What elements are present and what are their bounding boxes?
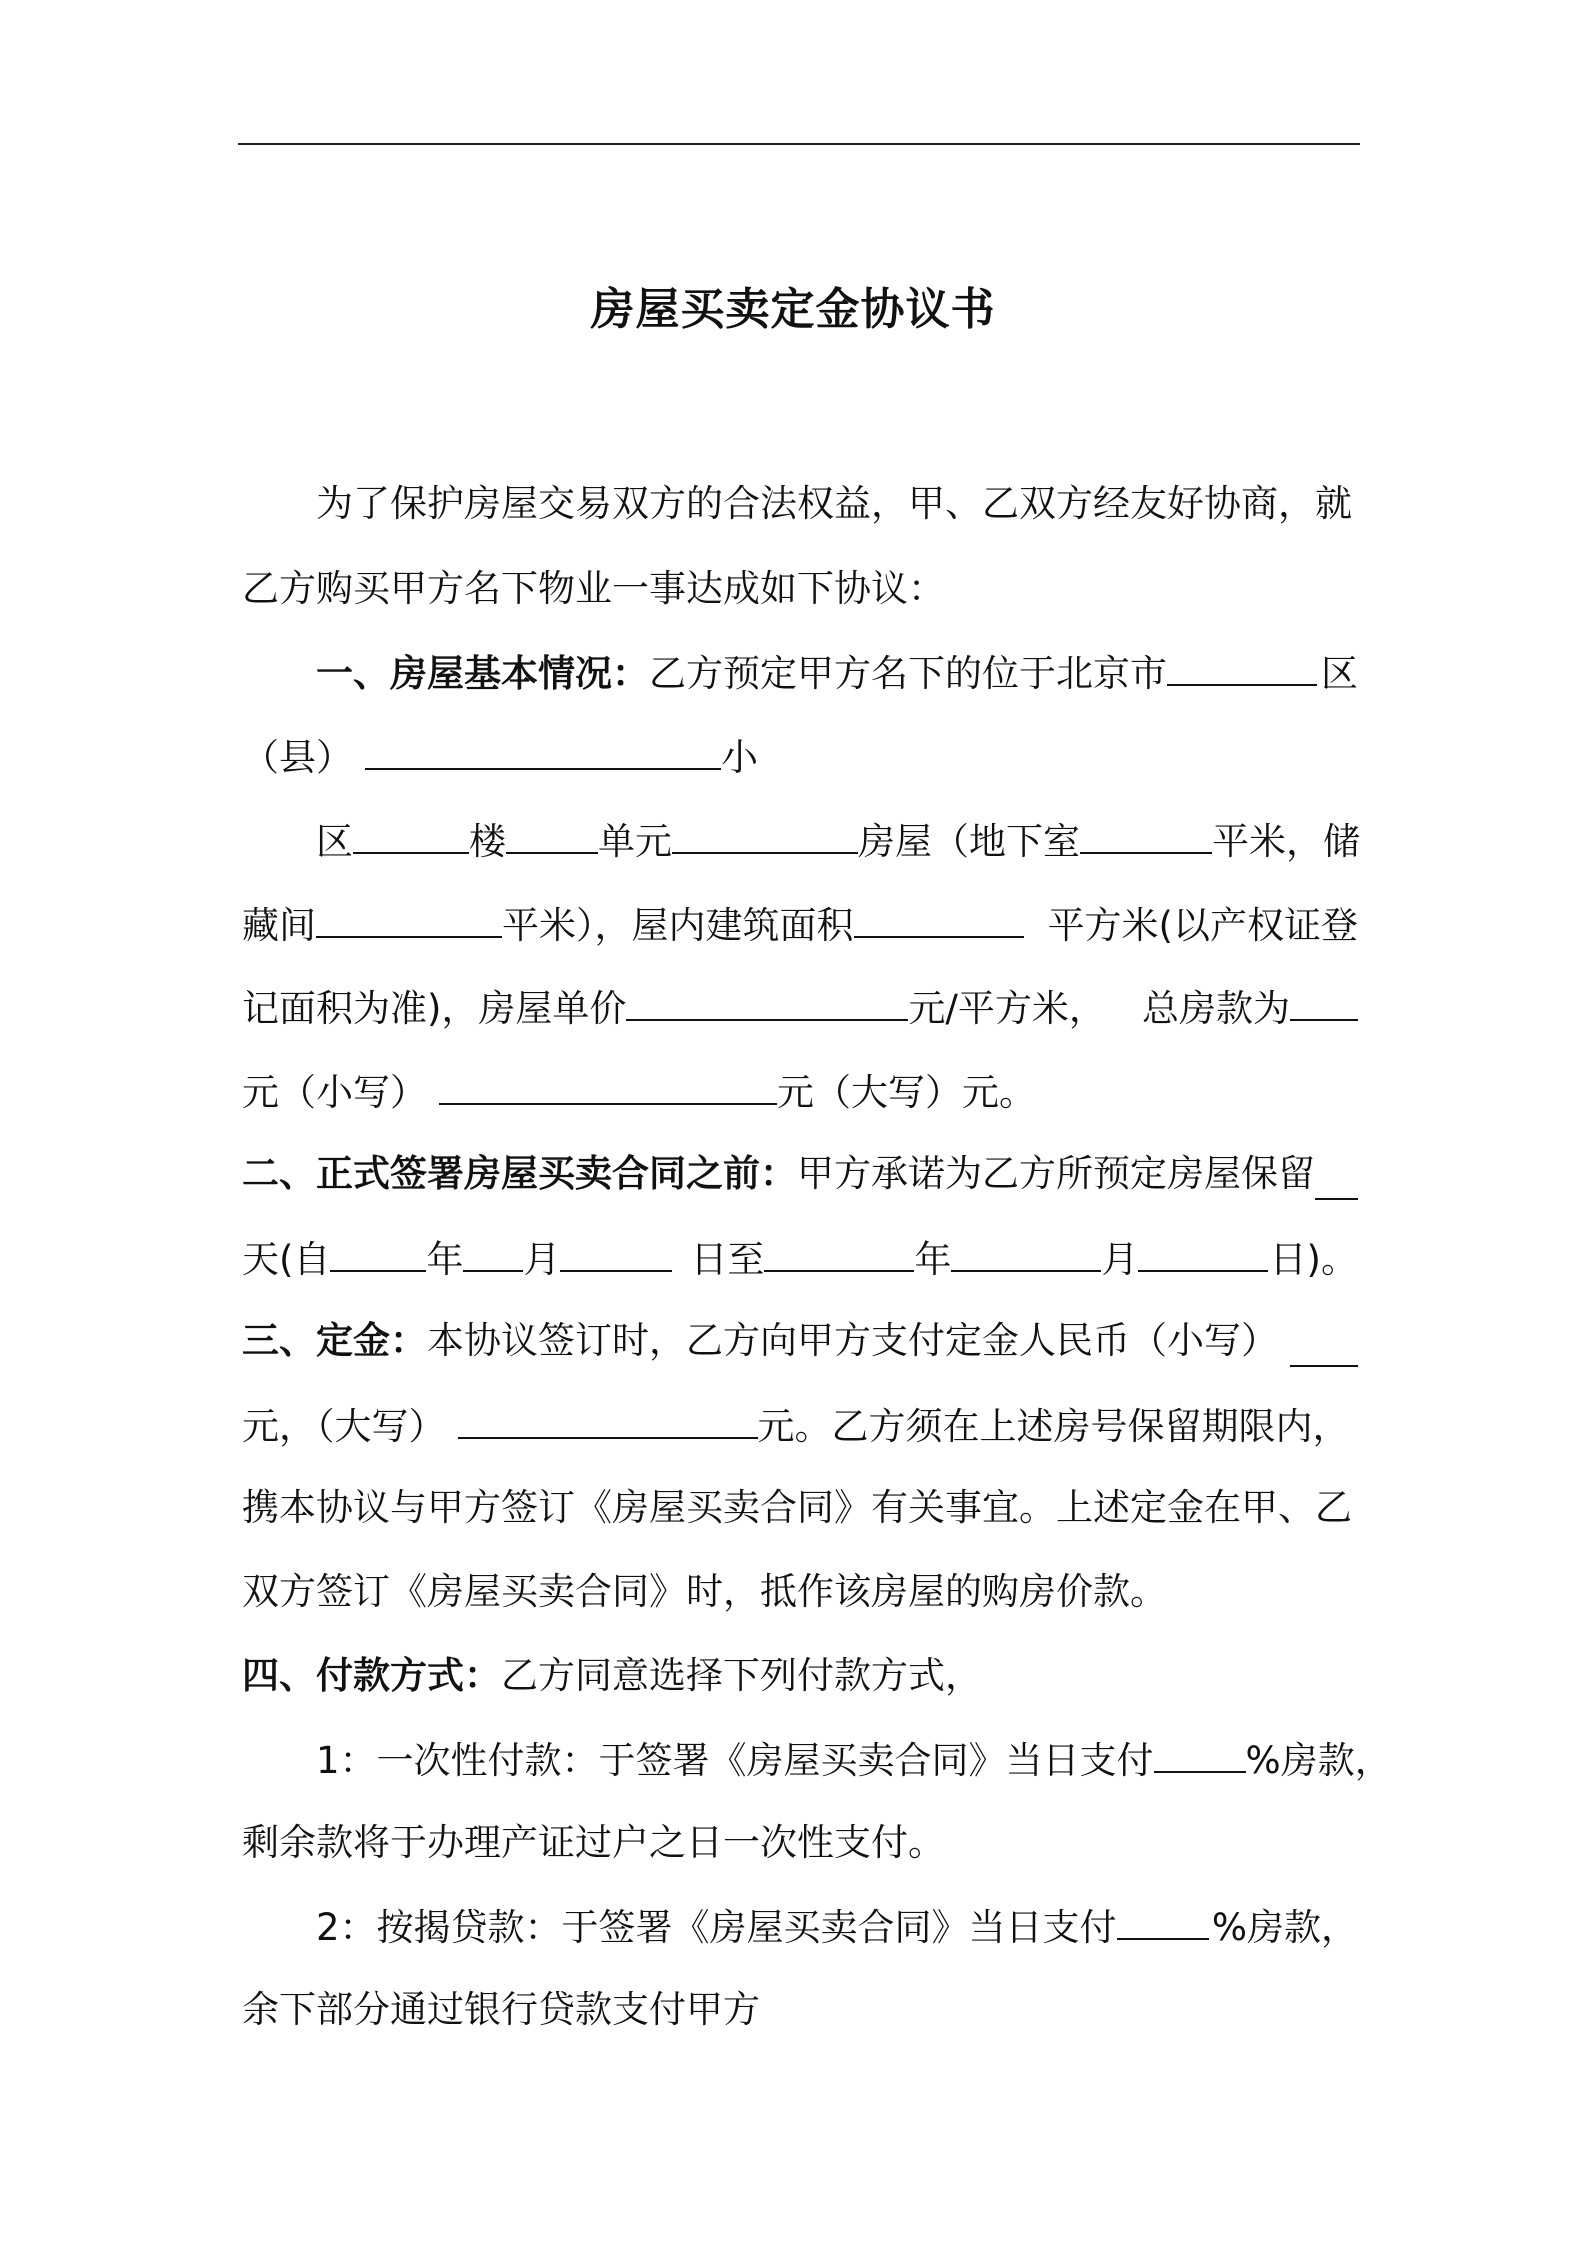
from-month-label: 月 (523, 1238, 561, 1281)
unit-blank[interactable] (506, 814, 598, 854)
district-blank[interactable] (1167, 646, 1317, 686)
s4-text: 乙方同意选择下列付款方式， (501, 1654, 982, 1697)
deposit-upper-label: 元，（大写） (242, 1405, 446, 1448)
option-1-percent-label: %房款， (1245, 1739, 1392, 1782)
s4-option-1-line-1 (242, 1733, 1392, 1787)
preamble-line-2 (242, 563, 1358, 615)
s1-line-1 (242, 646, 1358, 700)
unit-price-blank[interactable] (626, 981, 908, 1021)
basement-label: 房屋（地下室 (858, 820, 1080, 863)
room-blank[interactable] (672, 814, 858, 854)
to-month-label: 月 (1101, 1238, 1139, 1281)
to-month-blank[interactable] (951, 1232, 1101, 1272)
building-area-label: 平米），屋内建筑面积 (502, 904, 854, 947)
option-1-remainder: 剩余款将于办理产证过户之日一次性支付。 (242, 1821, 945, 1864)
from-year-label: 年 (426, 1238, 464, 1281)
deposit-lower-blank[interactable] (1290, 1327, 1358, 1367)
s2-heading: 二、正式签署房屋买卖合同之前： (242, 1152, 797, 1195)
basement-area-blank[interactable] (1080, 814, 1212, 854)
total-upper-label: 元（大写）元。 (777, 1071, 1036, 1114)
option-1-text: 1：一次性付款：于签署《房屋买卖合同》当日支付 (316, 1739, 1154, 1782)
option-2-remainder: 余下部分通过银行贷款支付甲方 (242, 1988, 760, 2031)
option-2-percent-blank[interactable] (1117, 1900, 1209, 1940)
s1-line-3 (242, 814, 1358, 868)
to-day-blank[interactable] (1138, 1232, 1268, 1272)
option-2-percent-label: %房款， (1211, 1906, 1358, 1949)
s3-line-4 (242, 1566, 1358, 1618)
s2-line-2 (242, 1232, 1358, 1286)
s3-line-2 (242, 1399, 1358, 1453)
option-1-percent-blank[interactable] (1154, 1733, 1246, 1773)
building-blank[interactable] (353, 814, 469, 854)
s4-heading: 四、付款方式： (242, 1654, 501, 1697)
s3-text-4: 双方签订《房屋买卖合同》时，抵作该房屋的购房价款。 (242, 1570, 1167, 1613)
s1-line-6 (242, 1065, 1358, 1119)
building-area-unit: 平方米(以产权证登 (1047, 904, 1358, 947)
s1-text: 乙方预定甲方名下的位于北京市 (649, 652, 1167, 695)
total-lower-label: 元（小写） (242, 1071, 427, 1114)
s4-option-1-line-2 (242, 1817, 1358, 1869)
header-rule (238, 143, 1360, 145)
s1-heading: 一、房屋基本情况： (316, 652, 649, 695)
to-year-blank[interactable] (764, 1232, 914, 1272)
from-month-blank[interactable] (463, 1232, 523, 1272)
option-2-text: 2：按揭贷款：于签署《房屋买卖合同》当日支付 (316, 1906, 1117, 1949)
deposit-terms-text: 元。乙方须在上述房号保留期限内， (757, 1405, 1350, 1448)
hold-days-blank[interactable] (1315, 1160, 1358, 1200)
s1-line-2 (242, 730, 1358, 784)
from-day-blank[interactable] (560, 1232, 672, 1272)
unit-price-unit: 元/平方米， (908, 987, 1106, 1030)
to-label: 日至 (690, 1238, 765, 1281)
s3-line-1 (242, 1315, 1358, 1367)
building-area-blank[interactable] (854, 898, 1024, 938)
document-title: 房屋买卖定金协议书 (590, 284, 996, 335)
s4-option-2-line-1 (242, 1900, 1358, 1954)
building-label: 楼 (469, 820, 506, 863)
preamble-line-1 (242, 478, 1358, 530)
storage-label: 藏间 (242, 904, 316, 947)
preamble-text-2: 乙方购买甲方名下物业一事达成如下协议： (242, 567, 945, 610)
s4-option-2-line-2 (242, 1984, 1358, 2036)
unit-price-label: 记面积为准)，房屋单价 (242, 987, 627, 1030)
s4-line-1 (242, 1650, 1358, 1702)
total-price-label: 总房款为 (1142, 987, 1290, 1030)
s1-district-label: 区 (1321, 652, 1358, 695)
s3-heading: 三、定金： (242, 1319, 427, 1362)
community-label-end: 区 (316, 820, 353, 863)
total-lower-blank[interactable] (439, 1065, 777, 1105)
community-blank[interactable] (365, 730, 721, 770)
from-year-blank[interactable] (330, 1232, 426, 1272)
to-year-label: 年 (914, 1238, 952, 1281)
unit-label: 单元 (598, 820, 672, 863)
to-day-label: 日)。 (1269, 1238, 1358, 1281)
basement-unit-label: 平米，储 (1212, 820, 1360, 863)
total-price-blank[interactable] (1290, 981, 1358, 1021)
storage-area-blank[interactable] (316, 898, 502, 938)
from-label: 天(自 (242, 1238, 331, 1281)
community-label-start: 小 (721, 736, 758, 779)
s3-text-3: 携本协议与甲方签订《房屋买卖合同》有关事宜。上述定金在甲、乙 (242, 1486, 1352, 1529)
deposit-upper-blank[interactable] (458, 1399, 758, 1439)
s1-line-4 (242, 898, 1358, 952)
s3-line-3 (242, 1482, 1358, 1534)
s1-line-5 (242, 981, 1358, 1035)
s2-line-1 (242, 1148, 1358, 1200)
county-label: （县） (242, 736, 353, 779)
s3-text: 本协议签订时，乙方向甲方支付定金人民币（小写） (427, 1319, 1278, 1362)
s2-text: 甲方承诺为乙方所预定房屋保留 (797, 1152, 1315, 1195)
preamble-text-1: 为了保护房屋交易双方的合法权益，甲、乙双方经友好协商，就 (316, 482, 1352, 525)
